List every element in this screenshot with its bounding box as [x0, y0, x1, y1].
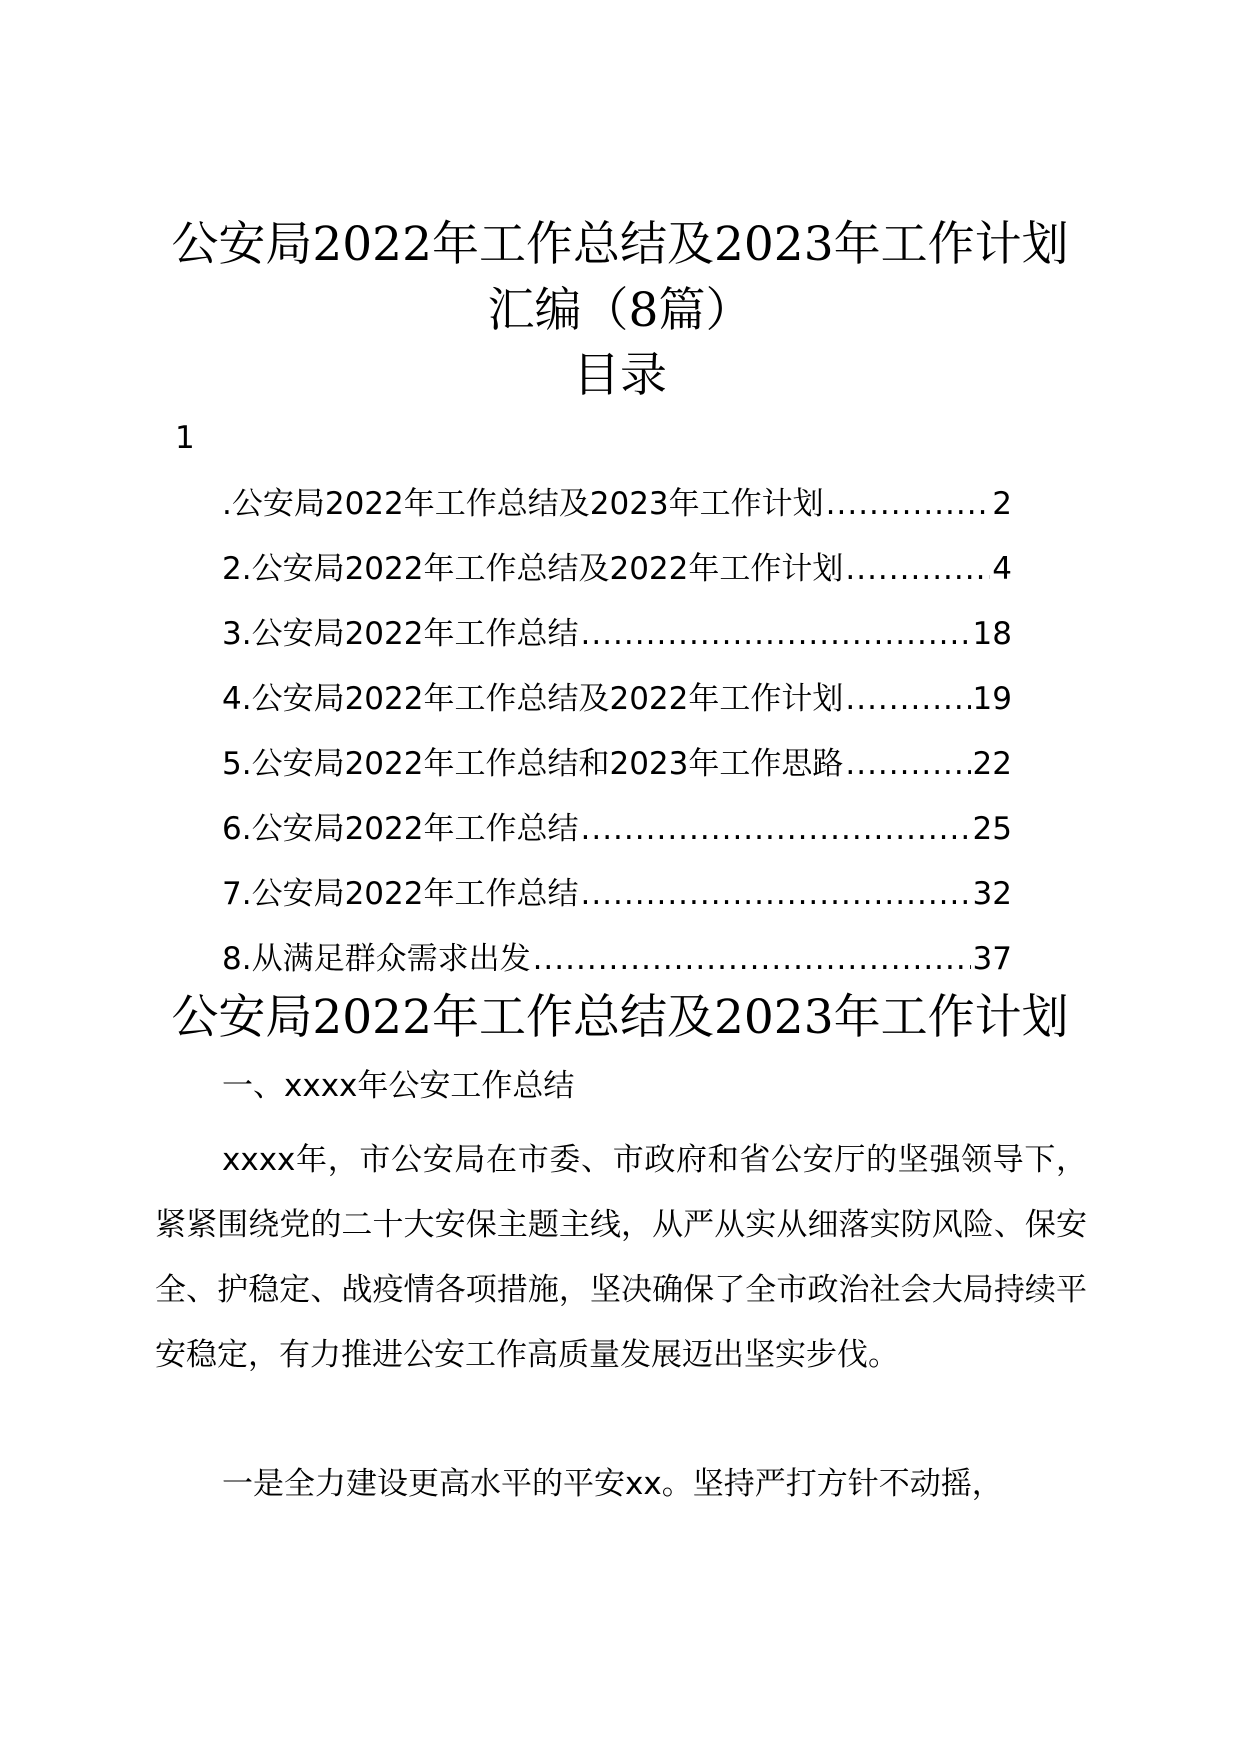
toc-entry-label: 3.公安局2022年工作总结 — [222, 616, 579, 652]
toc-entry-page: 22 — [972, 746, 1012, 782]
toc-entry-label: 4.公安局2022年工作总结及2022年工作计划 — [222, 681, 844, 717]
table-of-contents — [222, 484, 1012, 1004]
toc-entry-label: .公安局2022年工作总结及2023年工作计划 — [222, 486, 824, 522]
body-paragraph: 一是全力建设更高水平的平安xx。坚持严打方针不动摇， — [222, 1466, 1003, 1502]
toc-entry-label: 5.公安局2022年工作总结和2023年工作思路 — [222, 746, 844, 782]
toc-entry-label: 2.公安局2022年工作总结及2022年工作计划 — [222, 551, 844, 587]
toc-entry[interactable] — [222, 679, 1012, 744]
toc-leader-dots — [580, 809, 970, 849]
toc-entry[interactable] — [222, 874, 1012, 939]
toc-entry-page: 25 — [972, 811, 1012, 847]
toc-entry-label: 8.从满足群众需求出发 — [222, 941, 531, 977]
article-title: 公安局2022年工作总结及2023年工作计划 — [171, 990, 1069, 1045]
toc-leader-dots — [580, 614, 970, 654]
toc-leader-dots — [845, 679, 970, 719]
toc-entry[interactable] — [222, 549, 1012, 614]
toc-leader-dots — [845, 549, 990, 589]
section-heading: 一、xxxx年公安工作总结 — [222, 1068, 575, 1104]
toc-leader-dots — [580, 874, 970, 914]
toc-entry-page: 37 — [972, 941, 1012, 977]
toc-leader-dots — [826, 484, 991, 524]
toc-entry-page: 4 — [992, 551, 1012, 587]
toc-entry-page: 2 — [992, 486, 1012, 522]
toc-entry[interactable] — [222, 744, 1012, 809]
toc-entry[interactable] — [222, 809, 1012, 874]
toc-leader-dots — [533, 939, 971, 979]
toc-heading: 目录 — [573, 348, 667, 403]
toc-entry-page: 32 — [972, 876, 1012, 912]
toc-entry-label: 7.公安局2022年工作总结 — [222, 876, 579, 912]
toc-entry-label: 6.公安局2022年工作总结 — [222, 811, 579, 847]
toc-first-number: 1 — [175, 420, 195, 456]
toc-entry-page: 19 — [972, 681, 1012, 717]
toc-leader-dots — [845, 744, 970, 784]
toc-entry[interactable] — [222, 614, 1012, 679]
body-paragraph: xxxx年，市公安局在市委、市政府和省公安厅的坚强领导下，紧紧围绕党的二十大安保主题主线，从严从实从细落实防风险、保安全、护稳定、战疫情各项措施，坚决确保了全市政治社会大局持续平安稳定，有力推进公安工作高质量发展迈出坚实步伐。 — [155, 1142, 1087, 1373]
document-title: 公安局2022年工作总结及2023年工作计划汇编（8篇） — [171, 217, 1069, 338]
toc-entry[interactable] — [222, 484, 1012, 549]
toc-entry-page: 18 — [972, 616, 1012, 652]
